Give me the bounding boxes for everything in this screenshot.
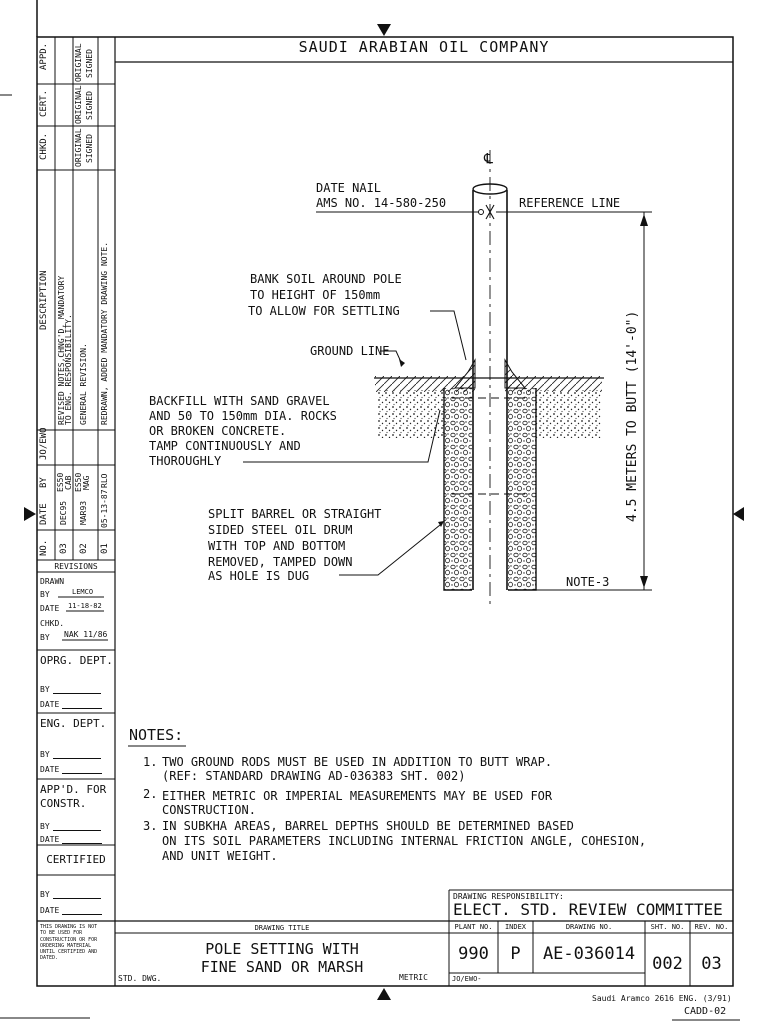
left-center-mark: [24, 507, 36, 521]
drawn-date-value: 11-18-82: [68, 602, 102, 610]
drawing-title-label: DRAWING TITLE: [254, 924, 310, 932]
note-3-line-2: ON ITS SOIL PARAMETERS INCLUDING INTERNAL FRICTION ANGLE, COHESION,: [162, 834, 647, 848]
form-number: Saudi Aramco 2616 ENG. (3/91): [592, 994, 732, 1003]
disclaimer-2: TO BE USED FOR: [40, 930, 83, 937]
barrel-fill-left: [444, 388, 472, 590]
disclaimer-4: ORDERING MATERIAL: [40, 942, 92, 949]
oprg-date-label: DATE: [40, 700, 60, 709]
bottom-center-mark: [377, 988, 391, 1000]
notes-title: NOTES:: [129, 726, 184, 744]
chkd-label: CHKD.: [39, 132, 49, 160]
rev-02-by-2: MAG: [82, 475, 91, 490]
chkd-by-value: NAK 11/86: [64, 630, 108, 639]
backfill-1: BACKFILL WITH SAND GRAVEL: [149, 394, 330, 408]
rev-03-by-1: ES50: [56, 472, 65, 492]
constr-by: [40, 822, 101, 831]
certified-date-label: DATE: [40, 906, 60, 915]
note-2-num: 2.: [143, 787, 158, 801]
backfill-left: [378, 390, 444, 438]
oprg-dept: OPRG. DEPT.: [40, 654, 113, 667]
eng-by: [40, 750, 101, 759]
disclaimer-5: UNTIL CERTIFIED AND: [40, 949, 98, 955]
split-barrel-4: REMOVED, TAMPED DOWN: [208, 555, 353, 569]
constr-date: [40, 835, 102, 844]
rev-01-desc: REDRAWN, ADDED MANDATORY DRAWING NOTE.: [100, 241, 109, 425]
rev-03-desc-2: TO ENG. RESPONSIBILITY.: [64, 314, 73, 425]
disclaimer-6: DATED.: [40, 955, 59, 962]
drawing-title-2: FINE SAND OR MARSH: [200, 958, 364, 976]
backfill-3: OR BROKEN CONCRETE.: [149, 424, 287, 438]
rev-03-date: DEC95: [59, 500, 68, 525]
certified-by-label: BY: [40, 890, 50, 899]
appd-constr-1: APP'D. FOR: [40, 783, 107, 796]
no-header: NO.: [39, 539, 49, 556]
note-3-line-3: AND UNIT WEIGHT.: [162, 849, 278, 863]
barrel-fill-right: [508, 388, 536, 590]
revisions-description-header: DESCRIPTION: [39, 270, 49, 330]
note-1-line-1: TWO GROUND RODS MUST BE USED IN ADDITION TO BUTT WRAP.: [162, 755, 553, 769]
eng-dept: ENG. DEPT.: [40, 717, 107, 730]
dimension-label: 4.5 METERS TO BUTT (14'-0"): [625, 310, 640, 522]
index-value: P: [510, 944, 521, 964]
std-dwg-label: STD. DWG.: [118, 974, 162, 983]
responsibility-label: DRAWING RESPONSIBILITY:: [453, 892, 564, 901]
drawn-by-label: BY: [40, 590, 50, 599]
certified-by: [40, 890, 101, 899]
metric-label: METRIC: [399, 973, 428, 982]
plant-no-value: 990: [458, 944, 489, 964]
cert-label: CERT.: [39, 89, 49, 117]
note-2-line-2: CONSTRUCTION.: [162, 803, 256, 817]
certified-label: CERTIFIED: [46, 853, 106, 866]
bank-soil-3: TO ALLOW FOR SETTLING: [248, 304, 400, 318]
cert-original: ORIGINAL: [74, 85, 83, 124]
chkd-original: ORIGINAL: [74, 128, 83, 167]
sht-no-value: 002: [652, 954, 683, 974]
bank-soil-1: BANK SOIL AROUND POLE: [250, 272, 402, 286]
chkd-label-signoff: CHKD.: [40, 619, 65, 628]
oprg-by-label: BY: [40, 685, 50, 694]
by-header: BY: [39, 477, 49, 488]
chkd-signed: SIGNED: [85, 134, 94, 163]
chkd-by-label: BY: [40, 633, 50, 642]
revisions-title: REVISIONS: [54, 562, 98, 571]
rev-01-no: 01: [100, 543, 110, 554]
drawing-title-1: POLE SETTING WITH: [205, 940, 359, 958]
index-label: INDEX: [504, 923, 527, 931]
company-title: SAUDI ARABIAN OIL COMPANY: [298, 38, 550, 56]
certified-date: [40, 906, 102, 915]
note-1-line-2: (REF: STANDARD DRAWING AD-036383 SHT. 002): [162, 769, 466, 783]
sht-no-label: SHT. NO.: [650, 923, 685, 931]
constr-by-label: BY: [40, 822, 50, 831]
rev-01-date: 05-13-87: [100, 489, 109, 528]
bank-soil-2: TO HEIGHT OF 150mm: [250, 288, 381, 302]
cadd-number: CADD-02: [684, 1006, 727, 1017]
note-2-line-1: EITHER METRIC OR IMPERIAL MEASUREMENTS MAY BE USED FOR: [162, 789, 553, 803]
appd-signed: SIGNED: [85, 49, 94, 78]
eng-date-label: DATE: [40, 765, 60, 774]
backfill-5: THOROUGHLY: [149, 454, 222, 468]
disclaimer: [40, 924, 114, 962]
rev-02-desc: GENERAL REVISION.: [79, 343, 88, 425]
right-center-mark: [733, 507, 744, 521]
rev-02-by-1: ES50: [74, 472, 83, 492]
date-header: DATE: [39, 503, 49, 525]
split-barrel-2: SIDED STEEL OIL DRUM: [208, 523, 353, 537]
disclaimer-3: CONSTRUCTION OR FOR: [40, 936, 98, 943]
note-1-num: 1.: [143, 755, 158, 769]
rev-01-by: RLO: [100, 473, 109, 488]
appd-constr-2: CONSTR.: [40, 797, 87, 810]
rev-03-desc-1: REVISED NOTES,CHNG'D, MANDATORY: [57, 275, 66, 425]
split-barrel-5: AS HOLE IS DUG: [208, 569, 310, 583]
top-center-mark: [377, 24, 391, 36]
date-nail-1: DATE NAIL: [316, 181, 382, 195]
centerline-symbol: ℄: [484, 151, 493, 167]
ground-line-label: GROUND LINE: [310, 344, 390, 358]
rev-02-no: 02: [79, 543, 89, 554]
rev-02-date: MAR93: [79, 500, 88, 525]
note-3-num: 3.: [143, 819, 158, 833]
constr-date-label: DATE: [40, 835, 60, 844]
split-barrel-1: SPLIT BARREL OR STRAIGHT: [208, 507, 382, 521]
rev-03-by-2: CAB: [64, 475, 73, 490]
appd-original: ORIGINAL: [74, 43, 83, 82]
drawn-label: DRAWN: [40, 577, 65, 586]
backfill-4: TAMP CONTINUOUSLY AND: [149, 439, 301, 453]
jo-ewo-header: JO/EWO: [39, 427, 49, 460]
drawing-no-value: AE-036014: [542, 944, 636, 964]
drawn-date-label: DATE: [40, 604, 60, 613]
rev-no-value: 03: [701, 954, 722, 974]
eng-by-label: BY: [40, 750, 50, 759]
plant-no-label: PLANT NO.: [454, 923, 493, 931]
date-nail-2: AMS NO. 14-580-250: [316, 196, 447, 210]
drawing-no-label: DRAWING NO.: [565, 923, 613, 931]
note-3-line-1: IN SUBKHA AREAS, BARREL DEPTHS SHOULD BE DETERMINED BASED: [162, 819, 574, 833]
reference-line-label: REFERENCE LINE: [519, 196, 621, 210]
rev-03-no: 03: [59, 543, 69, 554]
rev-no-label: REV. NO.: [694, 923, 729, 931]
backfill-right: [536, 390, 602, 438]
note3-label: NOTE-3: [566, 575, 610, 589]
responsibility-value: ELECT. STD. REVIEW COMMITTEE: [453, 900, 723, 919]
oprg-date: [40, 700, 102, 709]
drawn-by-value: LEMCO: [72, 588, 94, 596]
cert-signed: SIGNED: [85, 91, 94, 120]
oprg-by: [40, 685, 101, 694]
split-barrel-3: WITH TOP AND BOTTOM: [208, 539, 346, 553]
jo-ewo-label: JO/EWO-: [452, 975, 482, 983]
backfill-2: AND 50 TO 150mm DIA. ROCKS: [149, 409, 337, 423]
disclaimer-1: THIS DRAWING IS NOT: [40, 924, 98, 930]
appd-label: APPD.: [39, 42, 49, 70]
eng-date: [40, 765, 102, 774]
